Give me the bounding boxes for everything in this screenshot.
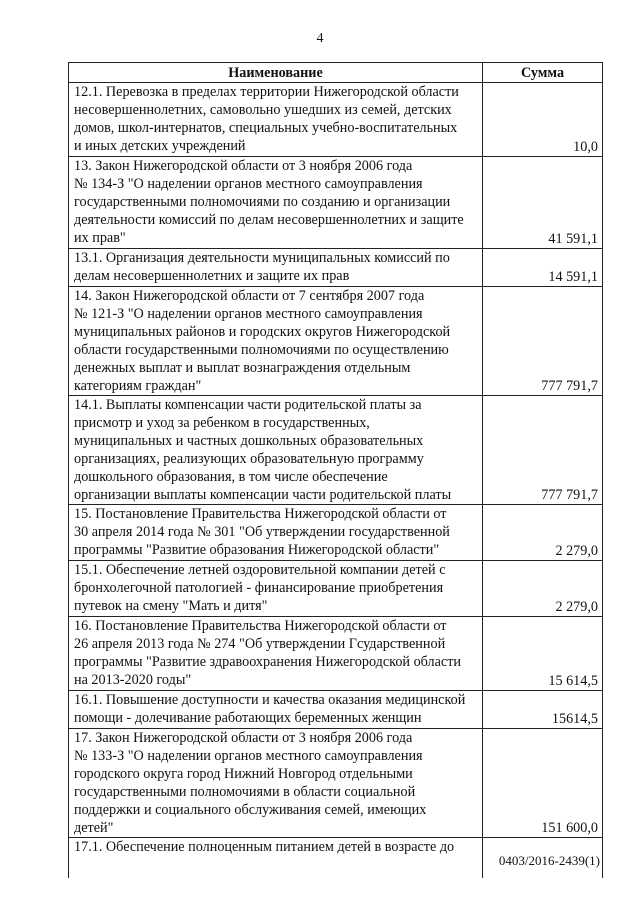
table-row bbox=[69, 249, 603, 287]
row-name-cell bbox=[69, 617, 483, 691]
row-sum-cell: 151 600,0 bbox=[483, 729, 603, 838]
document-code: 0403/2016-2439(1) bbox=[498, 853, 600, 868]
table-body bbox=[69, 83, 603, 878]
table-row bbox=[69, 396, 603, 505]
header-name: Наименование bbox=[69, 63, 483, 83]
row-sum-cell: 777 791,7 bbox=[483, 396, 603, 505]
row-sum-cell: 15 614,5 bbox=[483, 617, 603, 691]
row-name-cell bbox=[69, 838, 483, 878]
row-name-text: 16. Постановление Правительства Нижегородской области от 26 апреля 2013 года № 274 "Об утверждении Гсударственной программы "Развитие здравоохранения Нижегородской области на 2013-2020 годы" bbox=[74, 618, 461, 688]
table-row bbox=[69, 729, 603, 838]
row-name-text: 12.1. Перевозка в пределах территории Нижегородской области несовершеннолетних, самовольно ушедших из семей, детских домов, школ-интернатов, специальных учебно-воспитательных и иных детских учреждений bbox=[74, 84, 459, 154]
row-name-text: 15.1. Обеспечение летней оздоровительной компании детей с бронхолегочной патологией - финансирование приобретения путевок на смену "Мать и дитя" bbox=[74, 562, 446, 614]
budget-table bbox=[68, 62, 603, 878]
row-name-cell bbox=[69, 83, 483, 157]
row-name-text: 17.1. Обеспечение полноценным питанием детей в возрасте до bbox=[74, 839, 455, 855]
row-sum-cell: 2 279,0 bbox=[483, 505, 603, 561]
header-sum: Сумма bbox=[483, 63, 603, 83]
row-name-cell bbox=[69, 396, 483, 505]
row-name-cell bbox=[69, 287, 483, 396]
row-name-text: 14. Закон Нижегородской области от 7 сентября 2007 года № 121-З "О наделении органов местного самоуправления муниципальных районов и городских округов Нижегородской области государственными полномочиями по осуществлению денежных выплат и выплат вознаграждения отдельным категориям граждан" bbox=[74, 288, 451, 394]
row-sum-cell: 10,0 bbox=[483, 83, 603, 157]
row-name-text: 13. Закон Нижегородской области от 3 ноября 2006 года № 134-З "О наделении органов местного самоуправления государственными полномочиями по созданию и организации деятельности комиссий по делам несовершеннолетних и защите их прав" bbox=[74, 158, 464, 246]
row-sum-cell: 15614,5 bbox=[483, 691, 603, 729]
table-row bbox=[69, 505, 603, 561]
row-name-text: 17. Закон Нижегородской области от 3 ноября 2006 года № 133-З "О наделении органов местного самоуправления городского округа город Нижний Новгород отдельными государственными полномочиями в области социальной поддержки и социального обслуживания семей, имеющих детей" bbox=[74, 730, 427, 836]
row-sum-cell: 2 279,0 bbox=[483, 561, 603, 617]
row-name-cell bbox=[69, 157, 483, 249]
row-name-text: 14.1. Выплаты компенсации части родительской платы за присмотр и уход за ребенком в государственных, муниципальных и частных дошкольных образовательных организациях, реализующих образовательную программу дошкольного образования, в том числе обеспечение организации выплаты компенсации части родительской платы bbox=[74, 397, 452, 503]
row-name-cell bbox=[69, 249, 483, 287]
row-name-cell bbox=[69, 729, 483, 838]
table-row bbox=[69, 617, 603, 691]
row-name-text: 13.1. Организация деятельности муниципальных комиссий по делам несовершеннолетних и защите их прав bbox=[74, 250, 450, 284]
row-name-text: 15. Постановление Правительства Нижегородской области от 30 апреля 2014 года № 301 "Об утверждении государственной программы "Развитие образования Нижегородской области" bbox=[74, 506, 450, 558]
row-name-cell bbox=[69, 691, 483, 729]
row-sum-cell: 777 791,7 bbox=[483, 287, 603, 396]
page-number: 4 bbox=[316, 31, 324, 46]
row-name-cell bbox=[69, 505, 483, 561]
table-row bbox=[69, 287, 603, 396]
row-name-text: 16.1. Повышение доступности и качества оказания медицинской помощи - долечивание работающих беременных женщин bbox=[74, 692, 466, 726]
table-row bbox=[69, 691, 603, 729]
table-header-row bbox=[69, 63, 603, 83]
table-row bbox=[69, 83, 603, 157]
row-sum-cell: 14 591,1 bbox=[483, 249, 603, 287]
row-name-cell bbox=[69, 561, 483, 617]
table-row bbox=[69, 157, 603, 249]
table-row bbox=[69, 561, 603, 617]
row-sum-cell: 41 591,1 bbox=[483, 157, 603, 249]
